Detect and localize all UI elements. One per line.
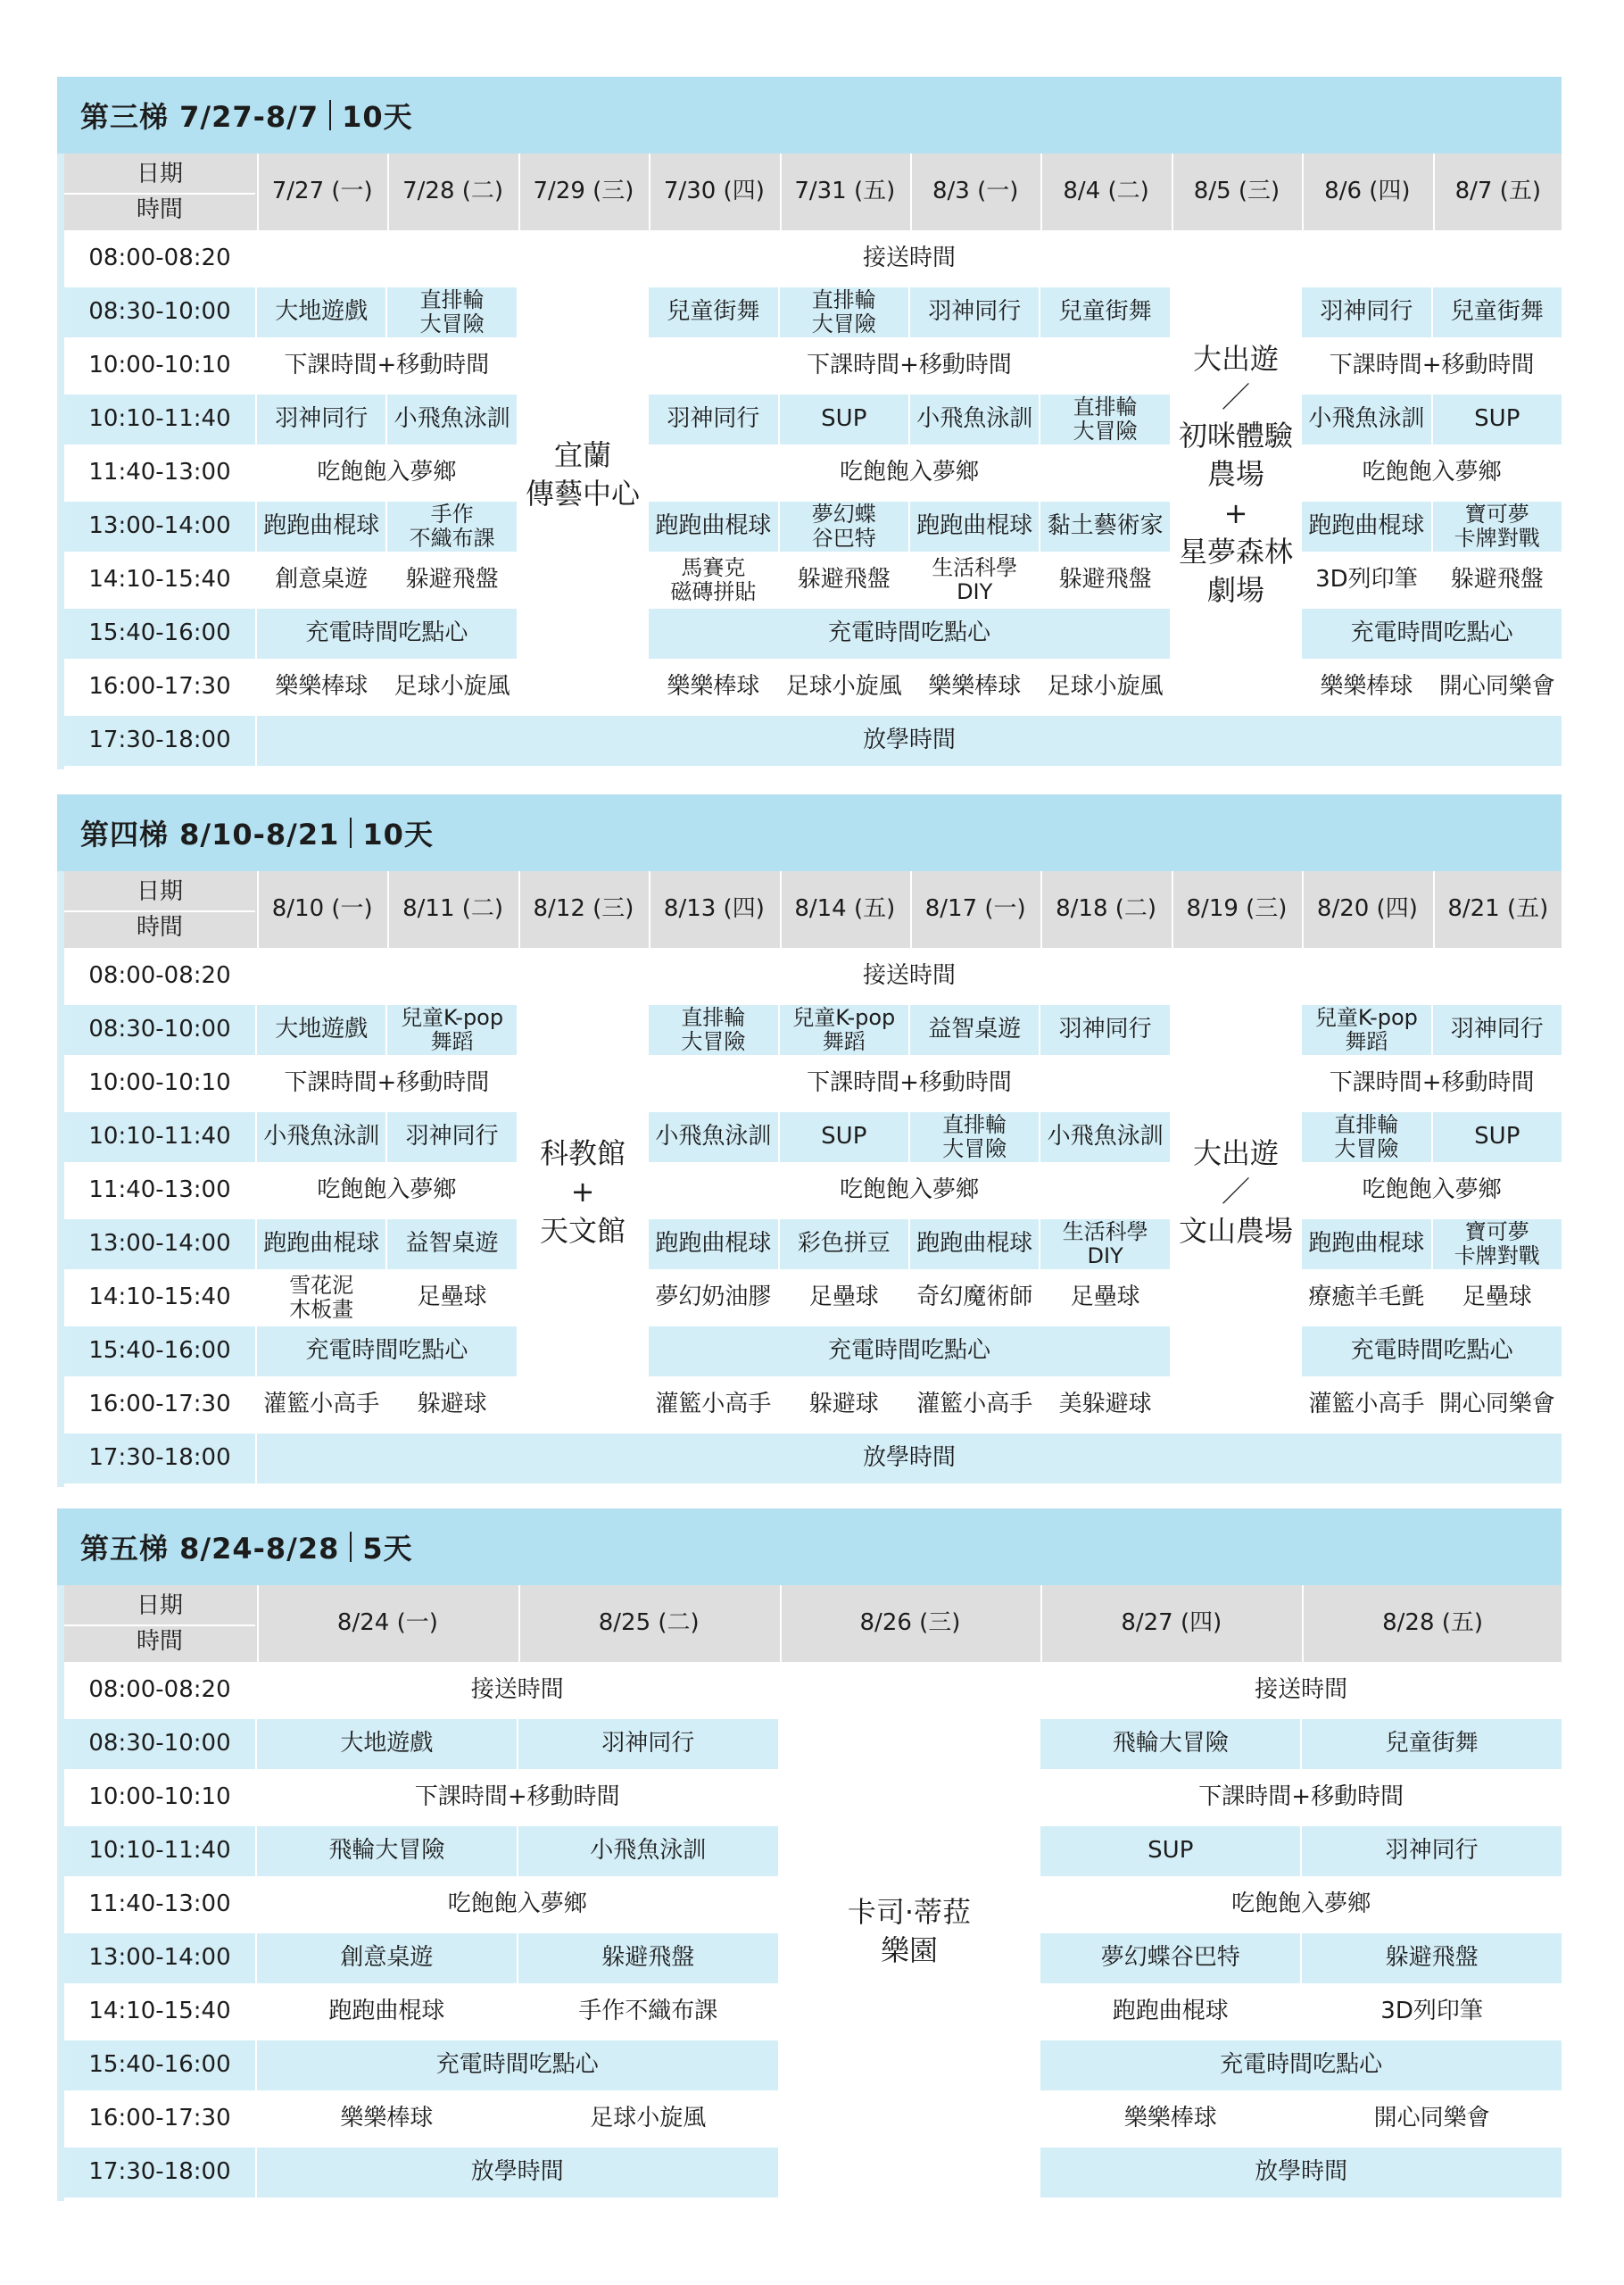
pickup-row: 接送時間: [862, 245, 956, 272]
date-header: 8/27 (四): [1040, 1585, 1300, 1662]
activity-cell: 直排輪 大冒險: [387, 287, 516, 337]
activity-cell: 躲避飛盤: [1450, 566, 1544, 594]
activity-span: 下課時間+移動時間: [1198, 1783, 1404, 1811]
activity-cell: 小飛魚泳訓: [518, 1826, 778, 1876]
activity-cell: 足壘球: [1070, 1284, 1140, 1311]
time-slot: 14:10-15:40: [88, 566, 231, 594]
activity-cell: 兒童街舞: [1302, 1719, 1562, 1769]
activity-cell: SUP: [780, 395, 908, 445]
activity-cell: 樂樂棒球: [275, 673, 369, 701]
date-header: 8/25 (二): [518, 1585, 778, 1662]
activity-cell: 美躲避球: [1058, 1391, 1152, 1418]
time-slot: 16:00-17:30: [88, 673, 231, 701]
activity-cell: 跑跑曲棍球: [257, 502, 385, 552]
activity-span: 吃飽飽入夢鄉: [317, 459, 457, 486]
field-trip: 卡司·蒂菈 樂園: [847, 1894, 972, 1967]
date-header: 8/13 (四): [649, 871, 777, 948]
activity-cell: 手作不織布課: [578, 1998, 718, 2025]
activity-cell: 夢幻蝶 谷巴特: [780, 502, 908, 552]
activity-cell: 跑跑曲棍球: [1112, 1998, 1229, 2025]
date-label: 日期: [136, 878, 183, 906]
date-header: 8/20 (四): [1302, 871, 1430, 948]
activity-span: 充電時間吃點心: [257, 2040, 778, 2090]
activity-cell: 兒童街舞: [1040, 287, 1169, 337]
time-slot: 10:10-11:40: [64, 395, 255, 445]
activity-cell: 躲避飛盤: [797, 566, 891, 594]
activity-cell: 樂樂棒球: [1123, 2105, 1217, 2132]
time-slot: 10:00-10:10: [88, 1783, 231, 1811]
activity-cell: 創意桌遊: [257, 1933, 517, 1983]
activity-cell: 樂樂棒球: [667, 673, 760, 701]
activity-cell: 躲避飛盤: [1302, 1933, 1562, 1983]
activity-cell: 躲避飛盤: [518, 1933, 778, 1983]
field-trip: 科教館 + 天文館: [539, 1136, 626, 1248]
activity-cell: 足球小旋風: [1047, 673, 1164, 701]
activity-cell: 開心同樂會: [1438, 1391, 1555, 1418]
activity-span: 吃飽飽入夢鄉: [1362, 459, 1502, 486]
activity-span: 下課時間+移動時間: [284, 352, 490, 379]
time-slot: 14:10-15:40: [88, 1284, 231, 1311]
activity-cell: 小飛魚泳訓: [910, 395, 1039, 445]
field-trip: 大出遊 ／ 初咪體驗 農場 + 星夢森林 劇場: [1178, 341, 1293, 607]
activity-cell: 樂樂棒球: [928, 673, 1022, 701]
activity-cell: 兒童K-pop 舞蹈: [1302, 1005, 1430, 1055]
activity-cell: 兒童K-pop 舞蹈: [780, 1005, 908, 1055]
date-label: 日期: [136, 161, 183, 188]
schedule-grid: [57, 154, 1562, 769]
activity-cell: 直排輪 大冒險: [1302, 1112, 1430, 1162]
date-header: 7/29 (三): [518, 154, 647, 230]
date-header: 8/21 (五): [1433, 871, 1562, 948]
activity-span: 接送時間: [1255, 1676, 1348, 1704]
date-header: 8/19 (三): [1172, 871, 1300, 948]
activity-cell: SUP: [1433, 395, 1562, 445]
activity-cell: 黏土藝術家: [1040, 502, 1169, 552]
activity-span: 下課時間+移動時間: [284, 1069, 490, 1097]
activity-cell: 寶可夢 卡牌對戰: [1433, 502, 1562, 552]
activity-cell: 夢幻蝶谷巴特: [1040, 1933, 1300, 1983]
activity-cell: 寶可夢 卡牌對戰: [1433, 1219, 1562, 1269]
date-header: 8/7 (五): [1433, 154, 1562, 230]
section-title: 第三梯 7/27-8/7 10天: [57, 77, 1562, 154]
activity-cell: 小飛魚泳訓: [387, 395, 516, 445]
activity-cell: 足壘球: [1462, 1284, 1532, 1311]
activity-span: 下課時間+移動時間: [807, 1069, 1012, 1097]
activity-cell: 足球小旋風: [590, 2105, 707, 2132]
activity-cell: 灌籃小高手: [655, 1391, 772, 1418]
date-header: 7/27 (一): [257, 154, 385, 230]
date-header: 8/17 (一): [910, 871, 1039, 948]
activity-cell: 奇幻魔術師: [916, 1284, 1033, 1311]
activity-cell: 手作 不織布課: [387, 502, 516, 552]
time-label: 時間: [136, 914, 183, 942]
activity-span: 吃飽飽入夢鄉: [447, 1890, 587, 1918]
session-3: [57, 77, 1562, 769]
date-header: 8/6 (四): [1302, 154, 1430, 230]
time-slot: 15:40-16:00: [64, 1326, 255, 1376]
section-title: 第五梯 8/24-8/28 5天: [57, 1508, 1562, 1585]
activity-cell: 直排輪 大冒險: [1040, 395, 1169, 445]
activity-span: 下課時間+移動時間: [414, 1783, 620, 1811]
dismissal-row: 放學時間: [257, 716, 1562, 766]
time-slot: 10:10-11:40: [64, 1112, 255, 1162]
activity-cell: 跑跑曲棍球: [1302, 1219, 1430, 1269]
pickup-row: 接送時間: [862, 962, 956, 990]
activity-cell: 樂樂棒球: [340, 2105, 434, 2132]
activity-cell: 大地遊戲: [257, 1719, 517, 1769]
activity-cell: 小飛魚泳訓: [257, 1112, 385, 1162]
date-header: 8/26 (三): [780, 1585, 1040, 1662]
time-slot: 17:30-18:00: [64, 2148, 255, 2198]
activity-span: 充電時間吃點心: [1040, 2040, 1562, 2090]
activity-span: 吃飽飽入夢鄉: [1231, 1890, 1371, 1918]
activity-span: 充電時間吃點心: [1302, 609, 1562, 659]
activity-cell: 灌籃小高手: [916, 1391, 1033, 1418]
activity-cell: 夢幻奶油膠: [655, 1284, 772, 1311]
activity-cell: 兒童K-pop 舞蹈: [387, 1005, 516, 1055]
activity-cell: 3D列印筆: [1380, 1998, 1483, 2025]
activity-cell: 跑跑曲棍球: [649, 1219, 777, 1269]
time-slot: 08:30-10:00: [64, 1005, 255, 1055]
date-header: 8/18 (二): [1040, 871, 1169, 948]
time-slot: 16:00-17:30: [88, 2105, 231, 2132]
activity-cell: 小飛魚泳訓: [1302, 395, 1430, 445]
time-slot: 10:00-10:10: [88, 1069, 231, 1097]
activity-cell: 躲避飛盤: [1058, 566, 1152, 594]
time-slot: 11:40-13:00: [88, 1890, 231, 1918]
activity-cell: 雪花泥 木板畫: [289, 1273, 354, 1322]
activity-cell: 躲避球: [808, 1391, 879, 1418]
time-slot: 16:00-17:30: [88, 1391, 231, 1418]
activity-span: 吃飽飽入夢鄉: [1362, 1176, 1502, 1204]
activity-span: 充電時間吃點心: [257, 609, 517, 659]
activity-cell: 羽神同行: [257, 395, 385, 445]
time-slot: 17:30-18:00: [64, 716, 255, 766]
activity-cell: SUP: [780, 1112, 908, 1162]
time-slot: 17:30-18:00: [64, 1433, 255, 1483]
activity-cell: 羽神同行: [1302, 1826, 1562, 1876]
activity-cell: 飛輪大冒險: [1040, 1719, 1300, 1769]
activity-cell: 羽神同行: [1040, 1005, 1169, 1055]
time-label: 時間: [136, 196, 183, 224]
activity-cell: 羽神同行: [387, 1112, 516, 1162]
activity-cell: 療癒羊毛氈: [1308, 1284, 1425, 1311]
activity-cell: 開心同樂會: [1373, 2105, 1490, 2132]
activity-cell: 小飛魚泳訓: [649, 1112, 777, 1162]
activity-cell: 躲避飛盤: [405, 566, 499, 594]
activity-cell: 益智桌遊: [387, 1219, 516, 1269]
activity-cell: 直排輪 大冒險: [780, 287, 908, 337]
activity-cell: 開心同樂會: [1438, 673, 1555, 701]
activity-span: 下課時間+移動時間: [1329, 1069, 1535, 1097]
time-slot: 15:40-16:00: [64, 2040, 255, 2090]
activity-span: 放學時間: [1040, 2148, 1562, 2198]
activity-cell: 3D列印筆: [1315, 566, 1418, 594]
date-header: 7/31 (五): [780, 154, 908, 230]
activity-cell: 羽神同行: [649, 395, 777, 445]
activity-cell: 足球小旋風: [394, 673, 510, 701]
activity-cell: 足壘球: [808, 1284, 879, 1311]
activity-span: 吃飽飽入夢鄉: [317, 1176, 457, 1204]
activity-cell: 跑跑曲棍球: [910, 502, 1039, 552]
activity-cell: 跑跑曲棍球: [328, 1998, 445, 2025]
time-slot: 14:10-15:40: [88, 1998, 231, 2025]
date-header: 8/28 (五): [1302, 1585, 1562, 1662]
activity-cell: SUP: [1040, 1826, 1300, 1876]
date-header: 7/30 (四): [649, 154, 777, 230]
dismissal-row: 放學時間: [257, 1433, 1562, 1483]
activity-cell: 小飛魚泳訓: [1040, 1112, 1169, 1162]
activity-cell: 大地遊戲: [257, 287, 385, 337]
activity-span: 充電時間吃點心: [649, 1326, 1170, 1376]
activity-cell: 生活科學 DIY: [1040, 1219, 1169, 1269]
activity-span: 吃飽飽入夢鄉: [839, 1176, 979, 1204]
time-label: 時間: [136, 1628, 183, 1656]
activity-cell: 足壘球: [417, 1284, 487, 1311]
date-label: 日期: [136, 1592, 183, 1620]
activity-cell: 羽神同行: [518, 1719, 778, 1769]
activity-span: 吃飽飽入夢鄉: [839, 459, 979, 486]
schedule-grid: [57, 871, 1562, 1487]
activity-cell: 羽神同行: [1302, 287, 1430, 337]
schedule-grid: [57, 1585, 1562, 2201]
time-slot: 10:00-10:10: [88, 352, 231, 379]
date-header: 8/4 (二): [1040, 154, 1169, 230]
date-header: 8/3 (一): [910, 154, 1039, 230]
activity-cell: 飛輪大冒險: [257, 1826, 517, 1876]
date-header: 8/24 (一): [257, 1585, 517, 1662]
activity-span: 充電時間吃點心: [649, 609, 1170, 659]
activity-span: 放學時間: [257, 2148, 778, 2198]
activity-span: 下課時間+移動時間: [807, 352, 1012, 379]
activity-cell: 兒童街舞: [649, 287, 777, 337]
activity-cell: 躲避球: [417, 1391, 487, 1418]
section-title: 第四梯 8/10-8/21 10天: [57, 794, 1562, 871]
field-trip: 大出遊 ／ 文山農場: [1178, 1136, 1293, 1248]
activity-cell: 羽神同行: [1433, 1005, 1562, 1055]
date-header: 8/14 (五): [780, 871, 908, 948]
activity-cell: 灌籃小高手: [263, 1391, 380, 1418]
session-4: [57, 794, 1562, 1487]
time-slot: 13:00-14:00: [64, 502, 255, 552]
activity-cell: 羽神同行: [910, 287, 1039, 337]
activity-cell: 大地遊戲: [257, 1005, 385, 1055]
field-trip: 宜蘭 傳藝中心: [525, 437, 640, 511]
time-slot: 08:30-10:00: [64, 287, 255, 337]
time-slot: 10:10-11:40: [64, 1826, 255, 1876]
time-slot: 11:40-13:00: [88, 1176, 231, 1204]
activity-cell: 創意桌遊: [275, 566, 369, 594]
date-header: 7/28 (二): [387, 154, 516, 230]
activity-span: 接送時間: [470, 1676, 564, 1704]
activity-cell: 益智桌遊: [910, 1005, 1039, 1055]
time-slot: 15:40-16:00: [64, 609, 255, 659]
activity-cell: 直排輪 大冒險: [910, 1112, 1039, 1162]
activity-cell: 生活科學 DIY: [932, 555, 1018, 604]
time-slot: 08:00-08:20: [88, 245, 231, 272]
activity-cell: 樂樂棒球: [1320, 673, 1413, 701]
time-slot: 13:00-14:00: [64, 1933, 255, 1983]
session-5: [57, 1508, 1562, 2201]
time-slot: 13:00-14:00: [64, 1219, 255, 1269]
date-header: 8/11 (二): [387, 871, 516, 948]
activity-cell: 馬賽克 磁磚拼貼: [670, 555, 757, 604]
time-slot: 08:30-10:00: [64, 1719, 255, 1769]
activity-cell: SUP: [1433, 1112, 1562, 1162]
time-slot: 08:00-08:20: [88, 962, 231, 990]
activity-cell: 跑跑曲棍球: [649, 502, 777, 552]
activity-span: 充電時間吃點心: [257, 1326, 517, 1376]
date-header: 8/10 (一): [257, 871, 385, 948]
activity-cell: 灌籃小高手: [1308, 1391, 1425, 1418]
time-slot: 11:40-13:00: [88, 459, 231, 486]
activity-cell: 彩色拼豆: [780, 1219, 908, 1269]
activity-cell: 直排輪 大冒險: [649, 1005, 777, 1055]
activity-cell: 跑跑曲棍球: [910, 1219, 1039, 1269]
activity-span: 充電時間吃點心: [1302, 1326, 1562, 1376]
activity-cell: 跑跑曲棍球: [257, 1219, 385, 1269]
activity-cell: 足球小旋風: [785, 673, 902, 701]
activity-cell: 跑跑曲棍球: [1302, 502, 1430, 552]
date-header: 8/12 (三): [518, 871, 647, 948]
activity-span: 下課時間+移動時間: [1329, 352, 1535, 379]
activity-cell: 兒童街舞: [1433, 287, 1562, 337]
date-header: 8/5 (三): [1172, 154, 1300, 230]
time-slot: 08:00-08:20: [88, 1676, 231, 1704]
